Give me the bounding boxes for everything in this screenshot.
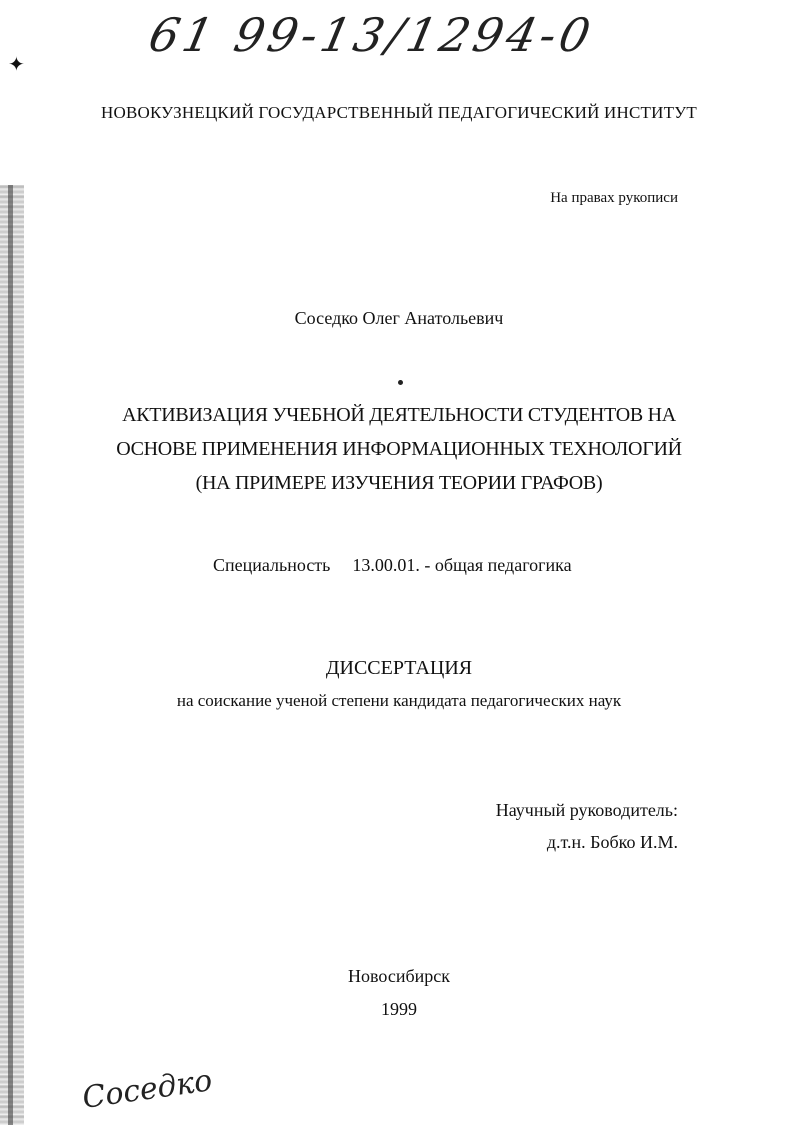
rights-note: На правах рукописи [550,190,678,206]
author-name: Соседко Олег Анатольевич [294,308,504,328]
institute-name: НОВОКУЗНЕЦКИЙ ГОСУДАРСТВЕННЫЙ ПЕДАГОГИЧЕСКИЙ ИНСТИТУТ [101,103,697,122]
year: 1999 [381,999,417,1019]
diamond-icon: ✦ [8,54,25,76]
archive-number: 61 99-13/1294-0 [144,8,599,62]
supervisor-name: д.т.н. Бобко И.М. [546,832,678,852]
specialty [213,555,572,576]
degree-line: на соискание ученой степени кандидата педагогических наук [176,691,622,710]
handwritten-signature: Соседко [80,1063,215,1116]
title-line-3: (НА ПРИМЕРЕ ИЗУЧЕНИЯ ТЕОРИИ ГРАФОВ) [195,472,603,494]
title-line-2: ОСНОВЕ ПРИМЕНЕНИЯ ИНФОРМАЦИОННЫХ ТЕХНОЛОГИЙ [116,438,682,460]
city: Новосибирск [348,966,450,986]
specialty-label: Специальность [213,555,331,575]
supervisor-label: Научный руководитель: [495,800,678,820]
specialty-code: 13.00.01. - общая педагогика [352,555,572,575]
document-type: ДИССЕРТАЦИЯ [325,657,473,679]
scan-dot [398,380,403,385]
title-line-1: АКТИВИЗАЦИЯ УЧЕБНОЙ ДЕЯТЕЛЬНОСТИ СТУДЕНТОВ НА [122,404,676,426]
